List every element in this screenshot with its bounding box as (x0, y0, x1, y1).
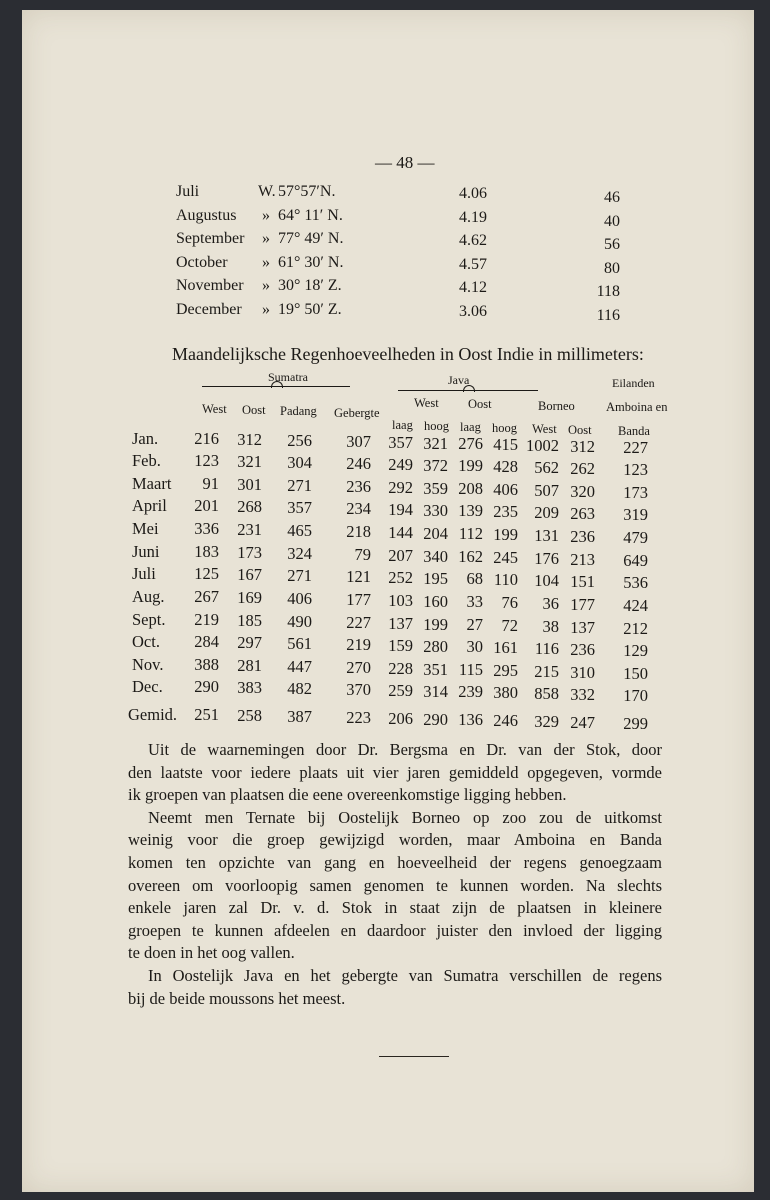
table-cell: 236 (570, 640, 595, 659)
row-label: Nov. (132, 655, 164, 674)
row-label: Juli (132, 564, 156, 583)
table-cell: 219 (346, 635, 371, 654)
coord-decimal: 3.06 (459, 303, 487, 320)
col-java-west-laag: laag (392, 418, 413, 432)
table-cell: 215 (534, 662, 559, 681)
table-cell: 110 (493, 570, 518, 589)
table-cell: 129 (623, 641, 648, 660)
col-java-oost: Oost (468, 397, 492, 411)
table-cell: 72 (501, 616, 518, 635)
col-java-oost-hoog: hoog (492, 421, 517, 435)
coord-number: 118 (596, 283, 620, 300)
table-cell: 177 (570, 595, 595, 614)
row-label: Jan. (132, 429, 159, 448)
table-cell: 199 (423, 615, 448, 634)
table-cell: 27 (466, 615, 483, 634)
coord-month: December (176, 301, 242, 318)
col-java-west: West (414, 396, 439, 410)
table-cell: 562 (534, 458, 559, 477)
coord-decimal: 4.62 (459, 232, 487, 249)
table-cell: 212 (623, 619, 648, 638)
table-cell: 299 (623, 714, 648, 733)
text-line: weinig voor die groep gewijzigd worden, maar Amboina en Banda (128, 830, 662, 849)
coord-number: 116 (596, 307, 620, 324)
col-sumatra-oost: Oost (242, 403, 266, 417)
table-cell: 357 (287, 498, 312, 517)
table-cell: 194 (388, 500, 413, 519)
table-cell: 259 (388, 681, 413, 700)
group-eilanden: Eilanden (612, 376, 655, 390)
coord-number: 46 (604, 189, 620, 206)
table-cell: 295 (493, 661, 518, 680)
col-borneo-west: West (532, 422, 557, 436)
table-cell: 162 (458, 547, 483, 566)
table-cell: 307 (346, 432, 371, 451)
table-cell: 319 (623, 505, 648, 524)
table-cell: 208 (458, 479, 483, 498)
table-cell: 351 (423, 660, 448, 679)
table-cell: 301 (237, 475, 262, 494)
coord-dir: » (262, 254, 270, 271)
table-cell: 123 (194, 451, 219, 470)
text-line: enkele jaren zal Dr. v. d. Stok in staat zijn de plaatsen in kleinere (128, 898, 662, 917)
table-cell: 112 (458, 524, 483, 543)
table-cell: 144 (388, 523, 413, 542)
table-cell: 136 (458, 710, 483, 729)
table-cell: 195 (423, 569, 448, 588)
table-cell: 380 (493, 683, 518, 702)
coord-value: 64° 11′ N. (278, 207, 343, 224)
coord-dir: » (262, 207, 270, 224)
coord-decimal: 4.57 (459, 256, 487, 273)
coord-value: 77° 49′ N. (278, 230, 344, 247)
table-cell: 324 (287, 544, 312, 563)
table-cell: 406 (493, 480, 518, 499)
coord-month: Juli (176, 183, 200, 200)
table-cell: 103 (388, 591, 413, 610)
table-cell: 262 (570, 459, 595, 478)
end-rule (379, 1056, 449, 1057)
table-cell: 482 (287, 679, 312, 698)
table-cell: 223 (346, 708, 371, 727)
coord-month: September (176, 230, 245, 247)
table-cell: 216 (194, 429, 219, 448)
text-line: bij de beide moussons het meest. (128, 989, 346, 1008)
table-cell: 79 (354, 545, 371, 564)
col-banda: Banda (618, 424, 650, 438)
col-borneo: Borneo (538, 399, 575, 413)
text-line: overeen om voorloopig samen genomen te kunnen worden. Na slechts (128, 876, 662, 895)
table-cell: 383 (237, 678, 262, 697)
coord-month: October (176, 254, 228, 271)
table-cell: 858 (534, 684, 559, 703)
table-cell: 314 (423, 682, 448, 701)
text-line: groepen te kunnen afdeelen en daardoor juister den invloed der ligging (128, 921, 662, 940)
coord-decimal: 4.12 (459, 279, 487, 296)
table-cell: 245 (493, 548, 518, 567)
text-line: Neemt men Ternate bij Oostelijk Borneo op zoo zou de uitkomst (148, 808, 662, 827)
table-cell: 387 (287, 707, 312, 726)
table-cell: 370 (346, 680, 371, 699)
table-cell: 219 (194, 610, 219, 629)
table-cell: 125 (194, 564, 219, 583)
table-cell: 123 (623, 460, 648, 479)
coord-dir: » (262, 277, 270, 294)
table-cell: 104 (534, 571, 559, 590)
table-cell: 359 (423, 479, 448, 498)
table-cell: 170 (623, 686, 648, 705)
table-cell: 173 (623, 483, 648, 502)
table-cell: 280 (423, 637, 448, 656)
table-cell: 227 (346, 613, 371, 632)
table-cell: 268 (237, 497, 262, 516)
table-cell: 388 (194, 655, 219, 674)
table-cell: 284 (194, 632, 219, 651)
table-cell: 68 (466, 569, 483, 588)
table-cell: 173 (237, 543, 262, 562)
table-cell: 234 (346, 499, 371, 518)
table-cell: 167 (237, 565, 262, 584)
coord-value: 57°57′N. (278, 183, 336, 200)
table-cell: 332 (570, 685, 595, 704)
coord-month: November (176, 277, 244, 294)
table-cell: 320 (570, 482, 595, 501)
table-cell: 209 (534, 503, 559, 522)
table-cell: 199 (493, 525, 518, 544)
coord-value: 19° 50′ Z. (278, 301, 342, 318)
coord-number: 56 (604, 236, 620, 253)
table-cell: 312 (570, 437, 595, 456)
text-line: komen ten opzichte van gang en hoeveelheid der regens genoegzaam (128, 853, 662, 872)
table-cell: 115 (458, 660, 483, 679)
table-cell: 321 (237, 452, 262, 471)
coord-value: 61° 30′ N. (278, 254, 344, 271)
table-cell: 227 (623, 438, 648, 457)
table-cell: 161 (493, 638, 518, 657)
table-cell: 424 (623, 596, 648, 615)
col-gebergte: Gebergte (334, 406, 380, 420)
book-page (22, 10, 754, 1192)
table-cell: 131 (534, 526, 559, 545)
table-cell: 561 (287, 634, 312, 653)
table-cell: 276 (458, 434, 483, 453)
text-line: te doen in het oog vallen. (128, 943, 295, 962)
table-cell: 246 (493, 711, 518, 730)
table-cell: 30 (466, 637, 483, 656)
text-line: In Oostelijk Java en het gebergte van Sumatra verschillen de regens (148, 966, 662, 985)
coord-dir: » (262, 230, 270, 247)
table-cell: 536 (623, 573, 648, 592)
table-cell: 177 (346, 590, 371, 609)
table-cell: 372 (423, 456, 448, 475)
table-cell: 33 (466, 592, 483, 611)
text-line: Uit de waarnemingen door Dr. Bergsma en Dr. van der Stok, door (148, 740, 662, 759)
table-cell: 231 (237, 520, 262, 539)
row-label: Oct. (132, 632, 160, 651)
table-cell: 1002 (526, 436, 559, 455)
table-cell: 256 (287, 431, 312, 450)
row-label: April (132, 496, 167, 515)
col-padang: Padang (280, 404, 317, 418)
table-cell: 310 (570, 663, 595, 682)
row-label: Juni (132, 542, 160, 561)
table-title: Maandelijksche Regenhoeveelheden in Oost Indie in millimeters: (172, 344, 644, 364)
table-cell: 357 (388, 433, 413, 452)
col-java-oost-laag: laag (460, 420, 481, 434)
group-sumatra: Sumatra (268, 370, 308, 384)
table-cell: 330 (423, 501, 448, 520)
table-cell: 258 (237, 706, 262, 725)
sumatra-brace (202, 386, 350, 396)
coord-month: Augustus (176, 207, 237, 224)
col-java-west-hoog: hoog (424, 419, 449, 433)
table-cell: 281 (237, 656, 262, 675)
table-cell: 38 (542, 617, 559, 636)
table-cell: 91 (202, 474, 219, 493)
table-cell: 415 (493, 435, 518, 454)
table-cell: 176 (534, 549, 559, 568)
coord-decimal: 4.06 (459, 185, 487, 202)
table-cell: 236 (346, 477, 371, 496)
table-cell: 151 (570, 572, 595, 591)
table-cell: 297 (237, 633, 262, 652)
table-cell: 169 (237, 588, 262, 607)
row-label: Dec. (132, 677, 163, 696)
coord-value: 30° 18′ Z. (278, 277, 342, 294)
row-label: Sept. (132, 610, 166, 629)
table-cell: 207 (388, 546, 413, 565)
coord-number: 40 (604, 213, 620, 230)
page-number: — 48 — (375, 153, 435, 172)
row-label: Maart (132, 474, 172, 493)
table-cell: 271 (287, 476, 312, 495)
coord-dir: » (262, 301, 270, 318)
table-cell: 76 (501, 593, 518, 612)
col-amboina-en: Amboina en (606, 400, 668, 414)
col-sumatra-west: West (202, 402, 227, 416)
table-cell: 336 (194, 519, 219, 538)
table-cell: 185 (237, 611, 262, 630)
table-cell: 292 (388, 478, 413, 497)
table-cell: 228 (388, 659, 413, 678)
table-cell: 312 (237, 430, 262, 449)
row-label: Feb. (132, 451, 161, 470)
table-cell: 270 (346, 658, 371, 677)
table-cell: 290 (194, 677, 219, 696)
table-cell: 290 (423, 710, 448, 729)
row-label: Mei (132, 519, 159, 538)
table-cell: 201 (194, 496, 219, 515)
table-cell: 251 (194, 705, 219, 724)
row-label: Aug. (132, 587, 165, 606)
group-java: Java (448, 373, 470, 387)
col-borneo-oost: Oost (568, 423, 592, 437)
table-cell: 267 (194, 587, 219, 606)
table-cell: 159 (388, 636, 413, 655)
table-cell: 263 (570, 504, 595, 523)
table-cell: 249 (388, 455, 413, 474)
table-cell: 139 (458, 501, 483, 520)
table-cell: 183 (194, 542, 219, 561)
table-cell: 329 (534, 712, 559, 731)
table-cell: 406 (287, 589, 312, 608)
table-cell: 649 (623, 551, 648, 570)
table-cell: 213 (570, 550, 595, 569)
table-cell: 447 (287, 657, 312, 676)
table-cell: 252 (388, 568, 413, 587)
table-cell: 479 (623, 528, 648, 547)
table-cell: 271 (287, 566, 312, 585)
table-cell: 206 (388, 709, 413, 728)
table-cell: 121 (346, 567, 371, 586)
coord-decimal: 4.19 (459, 209, 487, 226)
table-cell: 507 (534, 481, 559, 500)
table-cell: 235 (493, 502, 518, 521)
coord-number: 80 (604, 260, 620, 277)
table-cell: 137 (388, 614, 413, 633)
table-cell: 246 (346, 454, 371, 473)
table-cell: 160 (423, 592, 448, 611)
table-cell: 428 (493, 457, 518, 476)
table-cell: 150 (623, 664, 648, 683)
table-cell: 465 (287, 521, 312, 540)
text-line: den laatste voor iedere plaats uit vier jaren gemiddeld opgegeven, vormde (128, 763, 662, 782)
coord-dir: W. (258, 183, 276, 200)
table-cell: 199 (458, 456, 483, 475)
table-cell: 340 (423, 547, 448, 566)
table-cell: 239 (458, 682, 483, 701)
table-cell: 490 (287, 612, 312, 631)
table-cell: 36 (542, 594, 559, 613)
text-line: ik groepen van plaatsen die eene overeenkomstige ligging hebben. (128, 785, 567, 804)
table-cell: 321 (423, 434, 448, 453)
table-cell: 137 (570, 618, 595, 637)
row-label: Gemid. (128, 705, 178, 724)
table-cell: 204 (423, 524, 448, 543)
table-cell: 236 (570, 527, 595, 546)
table-cell: 247 (570, 713, 595, 732)
table-cell: 304 (287, 453, 312, 472)
table-cell: 116 (534, 639, 559, 658)
table-cell: 218 (346, 522, 371, 541)
